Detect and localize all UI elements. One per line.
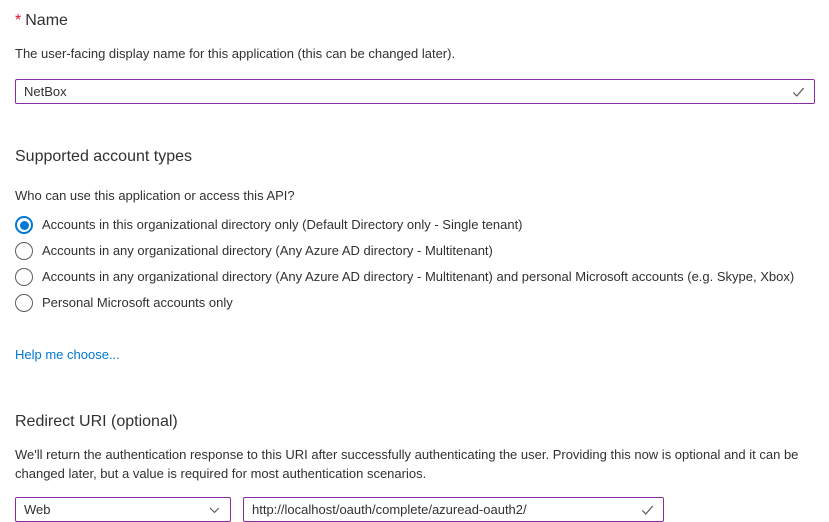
required-asterisk: * [15, 12, 22, 29]
redirect-uri-description: We'll return the authentication response to this URI after successfully authenticating the user. Providing this now is optional and it can be changed later, but a value is required for most authentication scenarios. [15, 447, 799, 481]
radio-option-label: Accounts in any organizational directory (Any Azure AD directory - Multitenant) and personal Microsoft accounts (e.g. Skype, Xbox) [42, 269, 795, 284]
name-section-title [15, 11, 815, 30]
radio-option-personal-only[interactable] [15, 294, 815, 312]
chevron-down-icon [208, 503, 221, 516]
help-me-choose-link[interactable]: Help me choose... [15, 347, 120, 362]
redirect-uri-input[interactable] [243, 497, 664, 522]
radio-button-icon [15, 294, 33, 312]
radio-option-label: Accounts in this organizational directory only (Default Directory only - Single tenant) [42, 217, 523, 232]
platform-dropdown[interactable] [15, 497, 231, 522]
radio-option-label: Personal Microsoft accounts only [42, 295, 233, 310]
radio-option-multitenant-personal[interactable] [15, 268, 815, 286]
platform-dropdown-value: Web [24, 502, 51, 517]
account-types-radio-group [15, 216, 815, 312]
radio-button-icon [15, 216, 33, 234]
radio-option-multitenant[interactable] [15, 242, 815, 260]
name-title-text: Name [25, 12, 68, 29]
name-input[interactable] [15, 79, 815, 104]
radio-button-icon [15, 268, 33, 286]
redirect-uri-title: Redirect URI (optional) [15, 413, 178, 430]
radio-button-icon [15, 242, 33, 260]
redirect-uri-row [15, 497, 815, 522]
radio-option-label: Accounts in any organizational directory (Any Azure AD directory - Multitenant) [42, 243, 493, 258]
uri-field-container [243, 497, 664, 522]
account-types-title: Supported account types [15, 148, 193, 165]
radio-option-single-tenant[interactable] [15, 216, 815, 234]
name-description: The user-facing display name for this application (this can be changed later). [15, 46, 456, 61]
name-field-container [15, 79, 815, 104]
account-types-question: Who can use this application or access this API? [15, 188, 295, 203]
